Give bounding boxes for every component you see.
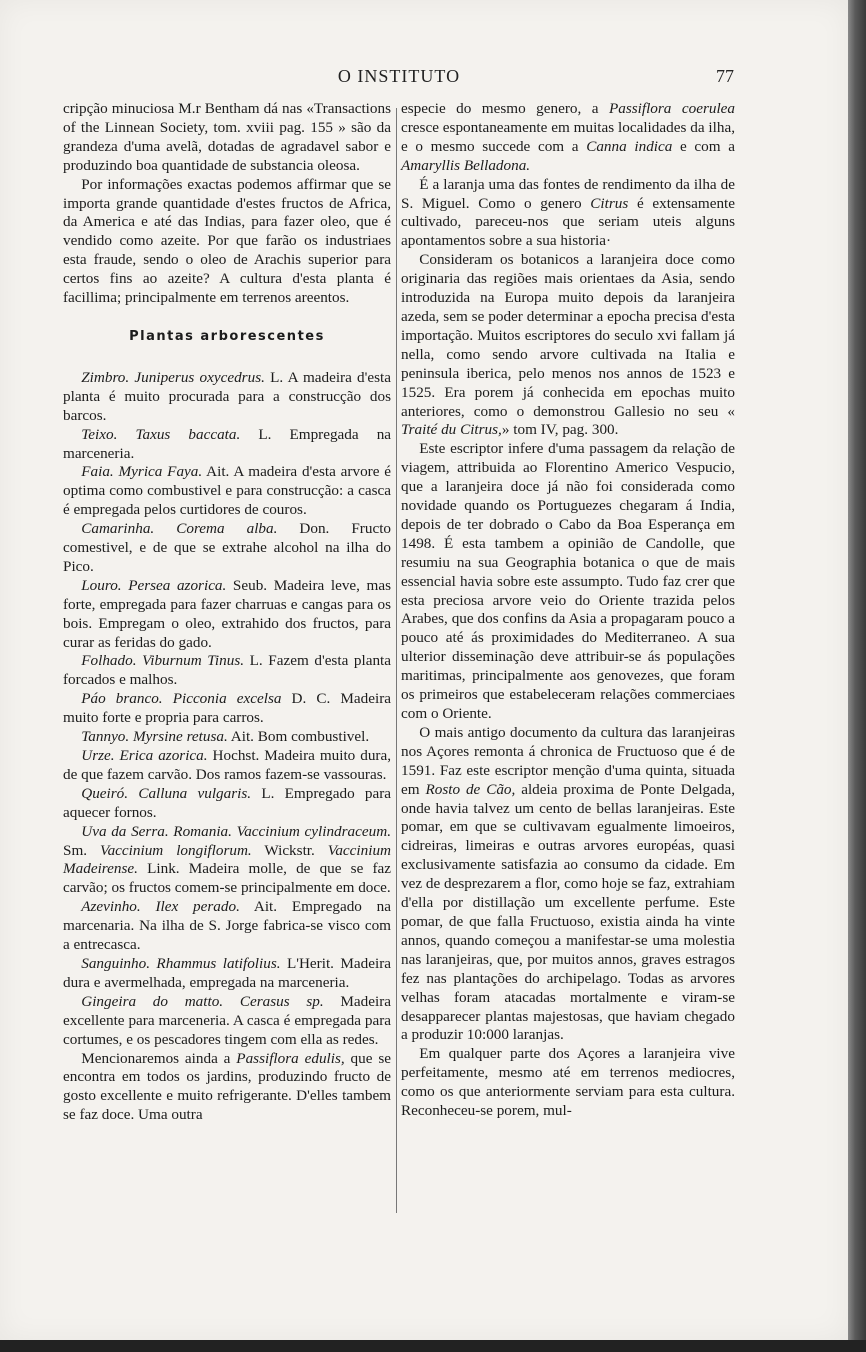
entry-description: Fructo comestivel, e de que se extrahe alcohol na ilha do Pico. (63, 520, 392, 575)
plant-entry (63, 463, 391, 520)
scientific-name: Vaccinium longiflorum. (100, 841, 252, 859)
common-name: Páo branco. (81, 690, 163, 708)
author-abbrev: L. (261, 784, 275, 802)
scientific-name: Picconia excelsa (172, 690, 282, 708)
page-bottom-edge (0, 1340, 866, 1352)
common-name: Tannyo. (81, 728, 130, 746)
right-column (401, 100, 735, 1121)
plant-entry (63, 993, 391, 1050)
author-abbrev: L. (270, 368, 284, 386)
common-name: Louro. (81, 576, 122, 594)
plant-entry (63, 728, 391, 747)
paragraph: O mais antigo documento da cultura das laranjeiras nos Açores remonta á chronica de Fructuoso que é de 1591. Faz este escriptor menção d'uma quinta, situada em Rosto de Cão, aldeia proxima de Ponte Delgada, onde havia talvez um cento de bellas laranjeiras. Este pomar, em que se cultivavam egualmente limoeiros, cidreiras, limeiras e outras arvores européas, quasi exclusivamente satisfazia ao consumo da cidade. Em vez de desprezarem a flor, como hoje se faz, extrahiam d'ella por distillação um excellente perfume. Este pomar, de que falla Fructuoso, existia ainda ha vinte annos, quando começou a manifestar-se uma molestia nas laranjeiras, que, por muitos annos, graves estragos fez nas plantações do archipelago. Todas as arvores velhas foram atacadas mortalmente e viram-se desapparecer plantas majestosas, que haviam chegado a produzir 10:000 laranjas. (401, 723, 736, 1044)
paragraph: É a laranja uma das fontes de rendimento da ilha de S. Miguel. Como o genero Citrus é extensamente cultivado, pareceu-nos que seriam uteis alguns apontamentos sobre a sua historia· (401, 175, 736, 250)
entry-description: Madeira muito forte e propria para carros. (63, 690, 392, 727)
common-name: Sanguinho. (81, 954, 151, 972)
column-divider (396, 108, 397, 1213)
plant-entries (63, 369, 391, 1050)
scientific-name: Juniperus oxycedrus. (134, 368, 265, 386)
plant-entry (63, 898, 391, 955)
scientific-name: Persea azorica. (128, 576, 227, 594)
plant-entry (63, 652, 391, 690)
plant-entry (63, 747, 391, 785)
common-name: Teixo. (81, 425, 118, 443)
common-name: Camarinha. (81, 520, 155, 538)
paragraph: Em qualquer parte dos Açores a laranjeira vive perfeitamente, mesmo até em terrenos mediocres, como os que anteriormente serviam para esta cultura. Reconheceu-se porem, mul- (401, 1045, 735, 1120)
entry-description: Madeira excellente para marceneria. A casca é empregada para cortumes, e os pescadores tingem com ella as redes. (63, 992, 392, 1048)
common-name: Folhado. (81, 652, 137, 670)
author-abbrev: Seub. (232, 576, 268, 594)
author-abbrev: Link. (147, 860, 180, 878)
running-header (64, 66, 734, 90)
entry-description: Fazem d'esta planta forcados e malhos. (63, 652, 392, 689)
scientific-name: Myrica Faya. (118, 463, 203, 481)
common-name: Azevinho. (81, 898, 141, 916)
plant-entry (63, 785, 391, 823)
author-abbrev: Ait. (253, 898, 278, 916)
common-name: Queiró. (81, 784, 129, 802)
paragraph: Este escriptor infere d'uma passagem da relação de viagem, attribuida ao Florentino Americo Vespucio, que a laranjeira doce já não foi considerada como novidade quando os Portuguezes chegaram á India, depois de ter dobrado o Cabo da Boa Esperança em 1498. É esta tambem a opinião de Candolle, que resumiu na sua Geographia botanica o que de mais essencial havia sobre este assumpto. Tudo faz crer que esta preciosa arvore veio do Oriente trazida pelos Arabes, que dos confins da Asia a propagaram pouco a pouco até ás proximidades do Mediterraneo. A sua ulterior disseminação deve attribuir-se ás populações maritimas, principalmente aos genovezes, que foram os primeiros que estabeleceram relações commerciaes com o Oriente. (401, 440, 735, 722)
paragraph: cripção minuciosa M.r Bentham dá nas «Transactions of the Linnean Society, tom. xviii pag. 155 » são da grandeza d'uma avelã, dotadas de agradavel sabor e produzindo boa quantidade de substancia oleosa. (63, 100, 391, 174)
author-abbrev: L. (249, 652, 263, 670)
author-abbrev: Ait. (230, 728, 254, 746)
entry-description: Madeira muito dura, de que fazem carvão. Dos ramos fazem-se vassouras. (63, 747, 392, 783)
scientific-name: Viburnum Tinus. (142, 652, 245, 670)
author-abbrev: Ait. (206, 463, 230, 481)
entry-description: Madeira molle, de que se faz carvão; os fructos comem-se principalmente em doce. (63, 860, 392, 897)
scientific-name: Cerasus sp. (239, 992, 324, 1010)
entry-description: A madeira d'esta planta é muito procurada para a construcção dos barcos. (63, 368, 392, 424)
page-right-edge (848, 0, 866, 1352)
entry-description: Empregado para aquecer fornos. (63, 784, 392, 821)
author-abbrev: Sm. (63, 841, 88, 859)
scientific-name: Rhammus latifolius. (156, 954, 281, 972)
entry-description: Madeira leve, mas forte, empregada para fazer charruas e cangas para os bois. Empregam o oleo, extrahido dos fructos, para curar as feridas do gado. (63, 576, 392, 651)
plant-entry (63, 520, 391, 577)
author-abbrev: L'Herit. (286, 954, 334, 972)
entry-description: Empregada na marceneria. (63, 425, 392, 462)
entry-description: Bom combustivel. (257, 728, 370, 746)
species-name: Passiflora edulis, (236, 1049, 345, 1067)
scientific-name: Ilex perado. (155, 898, 240, 916)
plant-entry (63, 955, 391, 993)
scientific-name: Romania. Vaccinium cylindraceum. (173, 822, 391, 840)
author-abbrev: Don. (299, 520, 330, 538)
plant-entry (63, 426, 391, 464)
author-abbrev: D. C. (291, 690, 331, 708)
entry-description: Empregado na marcenaria. Na ilha de S. Jorge fabrica-se visco com a entrecasca. (63, 898, 392, 954)
common-name: Zimbro. (81, 368, 130, 386)
scientific-name: Myrsine retusa. (133, 728, 228, 746)
common-name: Uva da Serra. (81, 822, 169, 840)
paragraph: Mencionaremos ainda a Passiflora edulis, que se encontra em todos os jardins, produzindo fructo de gosto excellente e muito refrigerante. D'elles tambem se faz doce. Uma outra (63, 1049, 391, 1124)
scientific-name: Erica azorica. (119, 747, 208, 764)
entry-description: Madeira dura e avermelhada, empregada na marceneria. (63, 954, 391, 991)
plant-entry (63, 690, 391, 728)
plant-entry (63, 369, 391, 426)
scientific-name: Vaccinium Madeirense. (63, 841, 392, 878)
scientific-name: Calluna vulgaris. (138, 784, 252, 802)
scientific-name: Corema alba. (176, 520, 278, 538)
author-abbrev: L. (258, 425, 272, 443)
paragraph: especie do mesmo genero, a Passiflora coerulea cresce espontaneamente em muitas localidades da ilha, e o mesmo succede com a Canna indica e com a Amaryllis Belladona. (401, 100, 736, 174)
paragraph: Por informações exactas podemos affirmar que se importa grande quantidade d'estes fructos de Africa, da America e até das Indias, para fazer oleo, que é vendido como azeite. Por que farão os industriaes esta fraude, sendo o oleo de Arachis superior para certos fins ao azeite? A cultura d'esta planta é facillima; principalmente em terrenos areentos. (63, 175, 391, 307)
common-name: Faia. (81, 463, 114, 481)
section-heading: Plantas arborescentes (129, 328, 325, 344)
author-abbrev: Wickstr. (264, 841, 315, 859)
entry-description: A madeira d'esta arvore é optima como combustivel e para construcção: a casca é empregada pelos curtidores de couros. (63, 463, 392, 519)
page-number: 77 (716, 66, 734, 86)
plant-entry (63, 577, 391, 653)
plant-entry (63, 823, 391, 899)
paragraph: Consideram os botanicos a laranjeira doce como originaria das regiões mais orientaes da Asia, sendo introduzida na Europa muito depois da laranjeira azeda, sem se poder determinar a epocha precisa d'esta importação. Muitos escriptores do seculo xvi fallam já nella, como sendo arvore cultivada na Italia e peninsula iberica, pelo menos nos annos de 1523 e 1525. Era porem já conhecida em epochas muito anteriores, como o demonstrou Gallesio no seu « Traité du Citrus,» tom IV, pag. 300. (401, 251, 735, 439)
scientific-name: Taxus baccata. (135, 425, 241, 443)
journal-title: O INSTITUTO (337, 66, 461, 86)
author-abbrev: Hochst. (212, 747, 260, 764)
common-name: Gingeira do matto. (81, 992, 224, 1010)
common-name: Urze. (81, 747, 115, 764)
left-column (63, 100, 391, 1125)
